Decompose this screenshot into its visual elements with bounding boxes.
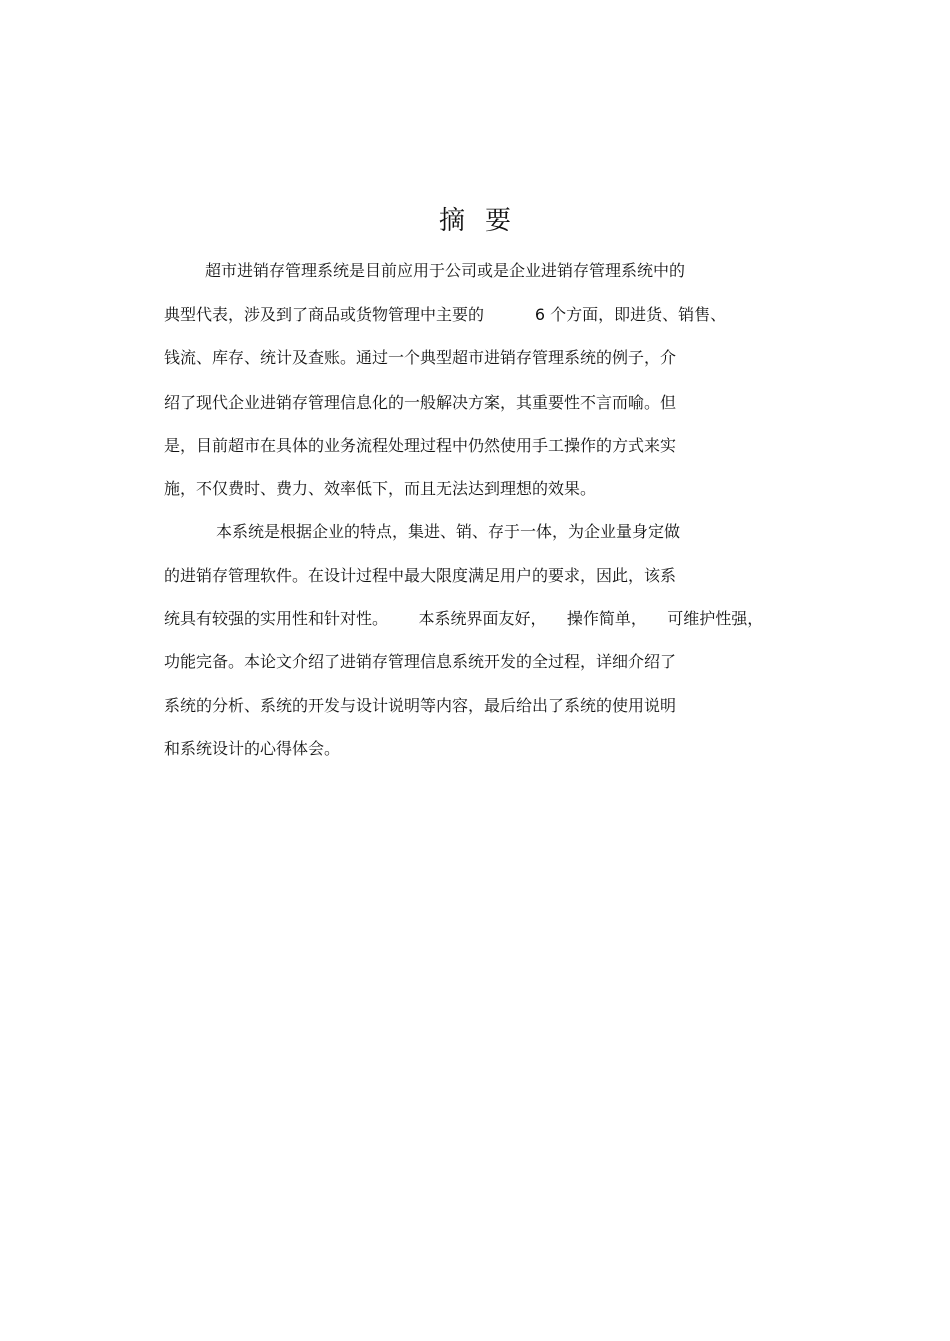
paragraph-line: 绍了现代企业进销存管理信息化的一般解决方案，其重要性不言而喻。但	[164, 393, 677, 412]
paragraph-line: 功能完备。本论文介绍了进销存管理信息系统开发的全过程，详细介绍了	[164, 652, 677, 671]
paragraph-line: 是，目前超市在具体的业务流程处理过程中仍然使用手工操作的方式来实	[164, 436, 677, 455]
paragraph-line: 典型代表，涉及到了商品或货物管理中主要的 6 个方面，即进货、销售、	[164, 305, 727, 324]
paragraph-line: 钱流、库存、统计及查账。通过一个典型超市进销存管理系统的例子，介	[164, 348, 677, 367]
paragraph-line: 系统的分析、系统的开发与设计说明等内容，最后给出了系统的使用说明	[164, 696, 677, 715]
abstract-title: 摘要	[438, 206, 531, 236]
paragraph-line: 的进销存管理软件。在设计过程中最大限度满足用户的要求，因此，该系	[164, 566, 677, 585]
paragraph-line: 超市进销存管理系统是目前应用于公司或是企业进销存管理系统中的	[205, 261, 686, 280]
paragraph-line: 和系统设计的心得体会。	[164, 739, 341, 758]
paragraph-line: 统具有较强的实用性和针对性。 本系统界面友好， 操作简单， 可维护性强，	[164, 609, 764, 628]
paragraph-line: 施，不仅费时、费力、效率低下，而且无法达到理想的效果。	[164, 479, 597, 498]
paragraph-line: 本系统是根据企业的特点，集进、销、存于一体，为企业量身定做	[216, 522, 681, 541]
